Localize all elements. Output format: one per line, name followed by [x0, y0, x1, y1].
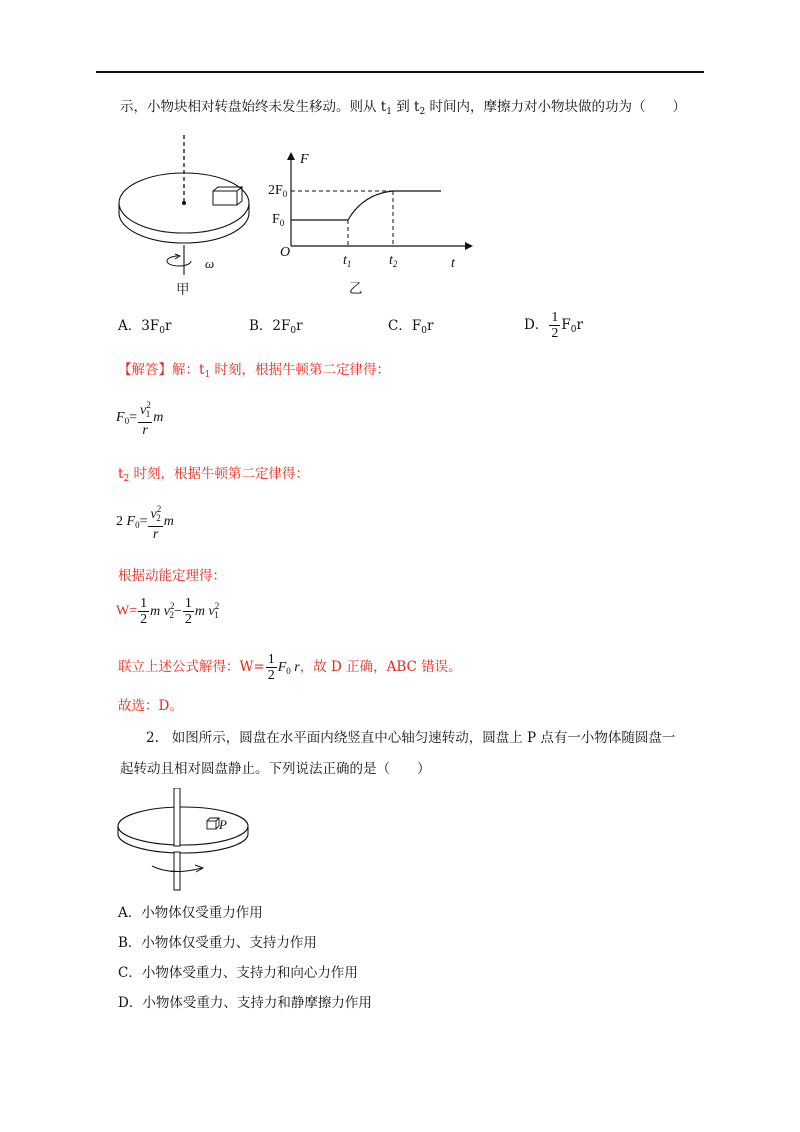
solution-line-4: 联立上述公式解得：W= $\frac{1}{2}$ $F_0$ r，故 D 正确，ABC 错误。 [118, 652, 462, 683]
figure-a-caption: 甲 [176, 282, 190, 298]
tick-t1: $t_1$ [343, 253, 352, 269]
y-axis-label: F [300, 152, 309, 167]
q2-stem-line-2: 起转动且相对圆盘静止。下列说法正确的是（ ） [120, 761, 431, 777]
omega-label: ω [205, 256, 215, 271]
tick-f0: $F_0$ [272, 212, 285, 228]
q1-option-a: A．$3F_0r$ [118, 318, 172, 336]
equation-1: $F_0=$ $\frac{v^2_1}{r}$ m [116, 400, 164, 438]
disc-figure [112, 788, 262, 893]
point-p-label: P [219, 817, 227, 832]
origin-label: O [280, 245, 291, 260]
q2-option-c: C．小物体受重力、支持力和向心力作用 [118, 965, 358, 981]
x-axis-label: t [451, 256, 455, 271]
tick-t2: $t_2$ [389, 253, 398, 269]
force-time-graph [265, 150, 485, 260]
equation-2: 2 $F_0=$ $\frac{v^2_2}{r}$ m [116, 504, 174, 542]
figure-b-caption: 乙 [349, 281, 363, 297]
q1-intro: 示，小物块相对转盘始终未发生移动。则从 $t_1$ 到 $t_2$ 时间内，摩擦力对小物块做的功为（ ） [120, 99, 686, 117]
q1-option-d: D． $\frac{1}{2}$ $F_0r$ [524, 310, 583, 341]
solution-line-5: 故选：D。 [118, 698, 183, 714]
q1-option-c: C．$F_0r$ [388, 318, 434, 336]
q2-option-a: A．小物体仅受重力作用 [118, 905, 263, 921]
turntable-figure [112, 135, 262, 285]
force-curve [291, 191, 441, 220]
q1-option-b: B．$2F_0r$ [249, 318, 303, 336]
q2-option-b: B．小物体仅受重力、支持力作用 [118, 935, 317, 951]
solution-line-1: 【解答】解：$t_1$ 时刻，根据牛顿第二定律得： [118, 362, 390, 380]
q2-stem-line-1: 2. 如图所示，圆盘在水平面内绕竖直中心轴匀速转动，圆盘上 P 点有一小物体随圆盘一 [146, 730, 676, 746]
equation-3: W= $\frac{1}{2}$ m $v^2_2-$ $\frac{1}{2}$ m $v^2_1$ [116, 596, 220, 627]
tick-2f0: $2F_0$ [268, 183, 288, 199]
solution-line-3: 根据动能定理得： [118, 568, 226, 584]
solution-line-2: $t_2$ 时刻，根据牛顿第二定律得： [118, 466, 309, 484]
q2-option-d: D．小物体受重力、支持力和静摩擦力作用 [118, 995, 372, 1011]
header-rule [96, 71, 704, 73]
